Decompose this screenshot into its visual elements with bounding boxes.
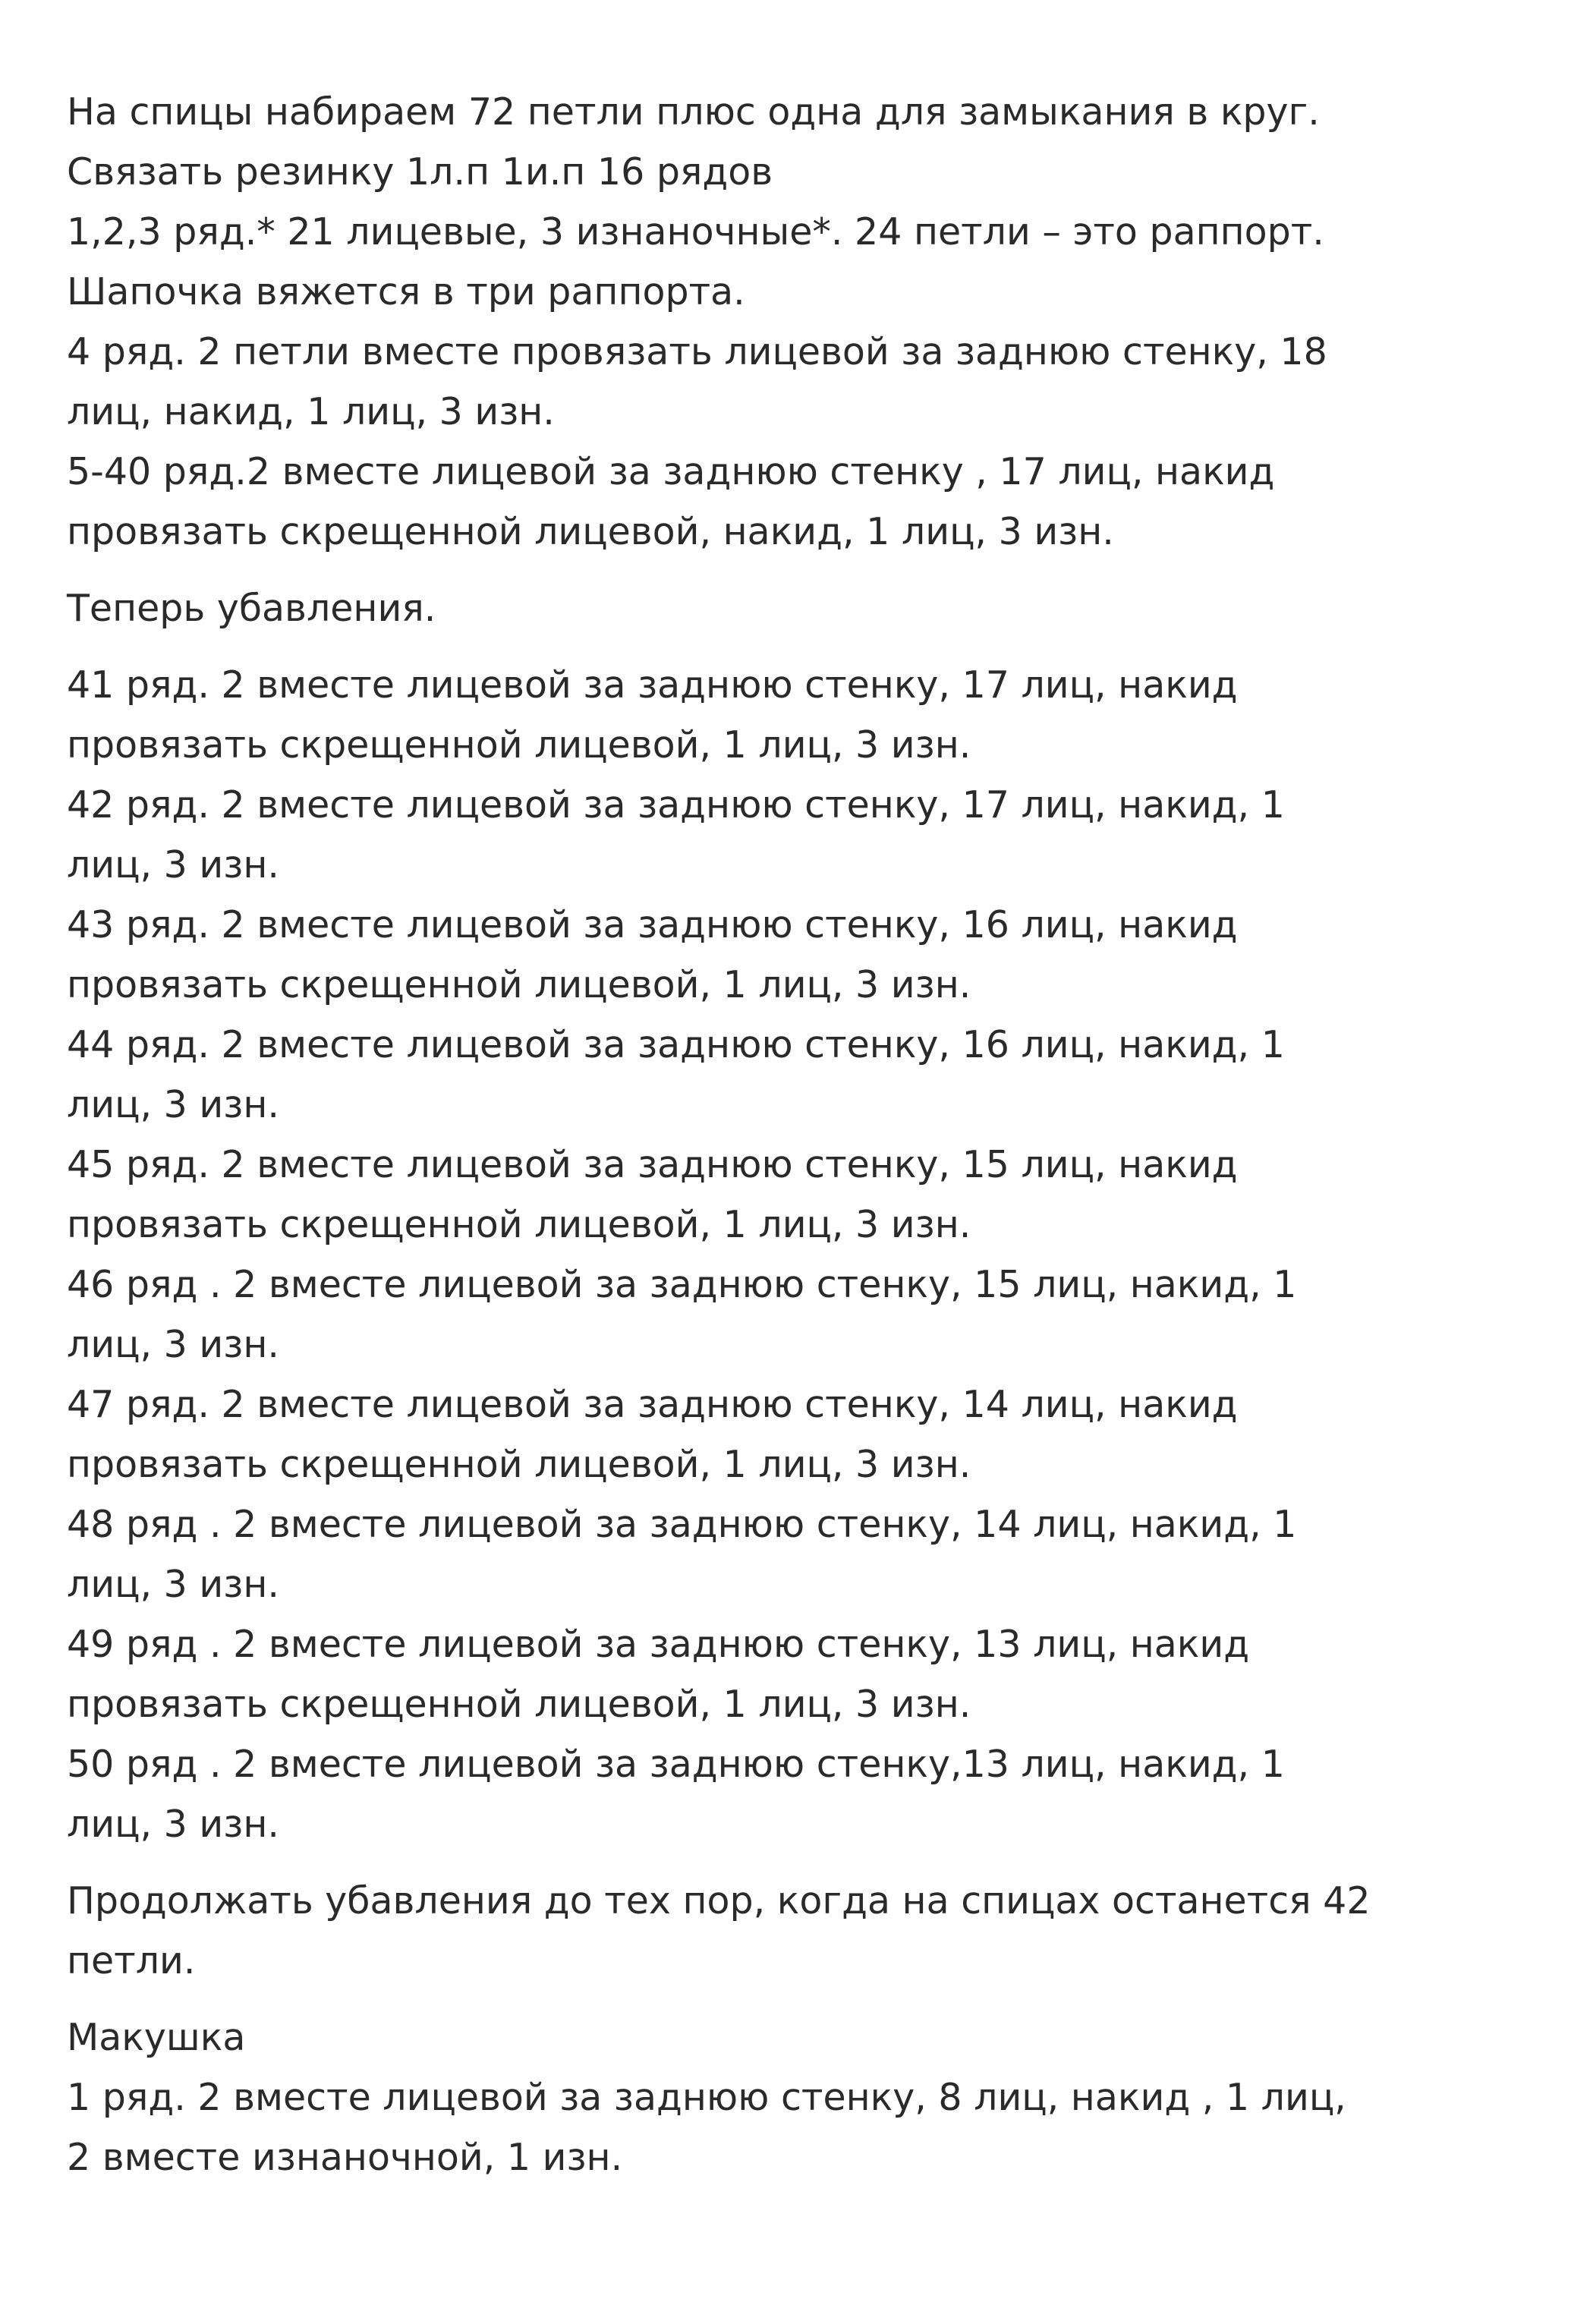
text-line: 42 ряд. 2 вместе лицевой за заднюю стенку, 17 лиц, накид, 1 — [67, 783, 1285, 827]
text-line: 43 ряд. 2 вместе лицевой за заднюю стенку, 16 лиц, накид — [67, 903, 1238, 946]
text-line: провязать скрещенной лицевой, 1 лиц, 3 изн. — [67, 723, 971, 767]
text-line: 49 ряд . 2 вместе лицевой за заднюю стенку, 13 лиц, накид — [67, 1623, 1250, 1666]
text-line: Теперь убавления. — [67, 587, 436, 630]
paragraph-decreases-heading — [67, 578, 1554, 638]
text-line: 47 ряд. 2 вместе лицевой за заднюю стенку, 14 лиц, накид — [67, 1383, 1238, 1426]
text-line: провязать скрещенной лицевой, 1 лиц, 3 изн. — [67, 1203, 971, 1246]
text-line: провязать скрещенной лицевой, 1 лиц, 3 изн. — [67, 963, 971, 1006]
text-line: лиц, 3 изн. — [67, 1803, 279, 1846]
paragraph-crown — [67, 2008, 1554, 2187]
text-line: 1,2,3 ряд.* 21 лицевые, 3 изнаночные*. 24 петли – это раппорт. — [67, 210, 1324, 253]
text-line: петли. — [67, 1939, 196, 1982]
text-line: 41 ряд. 2 вместе лицевой за заднюю стенку, 17 лиц, накид — [67, 663, 1238, 707]
text-line: 5-40 ряд.2 вместе лицевой за заднюю стенку , 17 лиц, накид — [67, 450, 1275, 493]
text-line: 48 ряд . 2 вместе лицевой за заднюю стенку, 14 лиц, накид, 1 — [67, 1503, 1297, 1546]
text-line: Связать резинку 1л.п 1и.п 16 рядов — [67, 150, 773, 194]
text-line: провязать скрещенной лицевой, 1 лиц, 3 изн. — [67, 1683, 971, 1726]
text-line: 1 ряд. 2 вместе лицевой за заднюю стенку, 8 лиц, накид , 1 лиц, — [67, 2076, 1346, 2119]
text-line: провязать скрещенной лицевой, 1 лиц, 3 изн. — [67, 1443, 971, 1486]
text-line: На спицы набираем 72 петли плюс одна для замыкания в круг. — [67, 90, 1320, 134]
text-line: Шапочка вяжется в три раппорта. — [67, 270, 745, 313]
text-line: лиц, 3 изн. — [67, 1083, 279, 1126]
text-line: 50 ряд . 2 вместе лицевой за заднюю стенку,13 лиц, накид, 1 — [67, 1743, 1285, 1786]
paragraph-intro — [67, 82, 1554, 562]
text-line: 45 ряд. 2 вместе лицевой за заднюю стенку, 15 лиц, накид — [67, 1143, 1238, 1186]
text-line: лиц, 3 изн. — [67, 843, 279, 886]
paragraph-decrease-rows — [67, 655, 1554, 1854]
text-line: лиц, 3 изн. — [67, 1323, 279, 1366]
text-line: лиц, накид, 1 лиц, 3 изн. — [67, 390, 555, 433]
text-line: лиц, 3 изн. — [67, 1563, 279, 1606]
text-line: 46 ряд . 2 вместе лицевой за заднюю стенку, 15 лиц, накид, 1 — [67, 1263, 1297, 1306]
text-line: 2 вместе изнаночной, 1 изн. — [67, 2136, 623, 2179]
text-line: Макушка — [67, 2016, 246, 2059]
text-line: провязать скрещенной лицевой, накид, 1 лиц, 3 изн. — [67, 510, 1114, 553]
pattern-text — [67, 82, 1554, 2187]
paragraph-continue — [67, 1871, 1554, 1991]
text-line: 44 ряд. 2 вместе лицевой за заднюю стенку, 16 лиц, накид, 1 — [67, 1023, 1285, 1066]
text-line: Продолжать убавления до тех пор, когда на спицах останется 42 — [67, 1879, 1371, 1922]
text-line: 4 ряд. 2 петли вместе провязать лицевой за заднюю стенку, 18 — [67, 330, 1327, 373]
